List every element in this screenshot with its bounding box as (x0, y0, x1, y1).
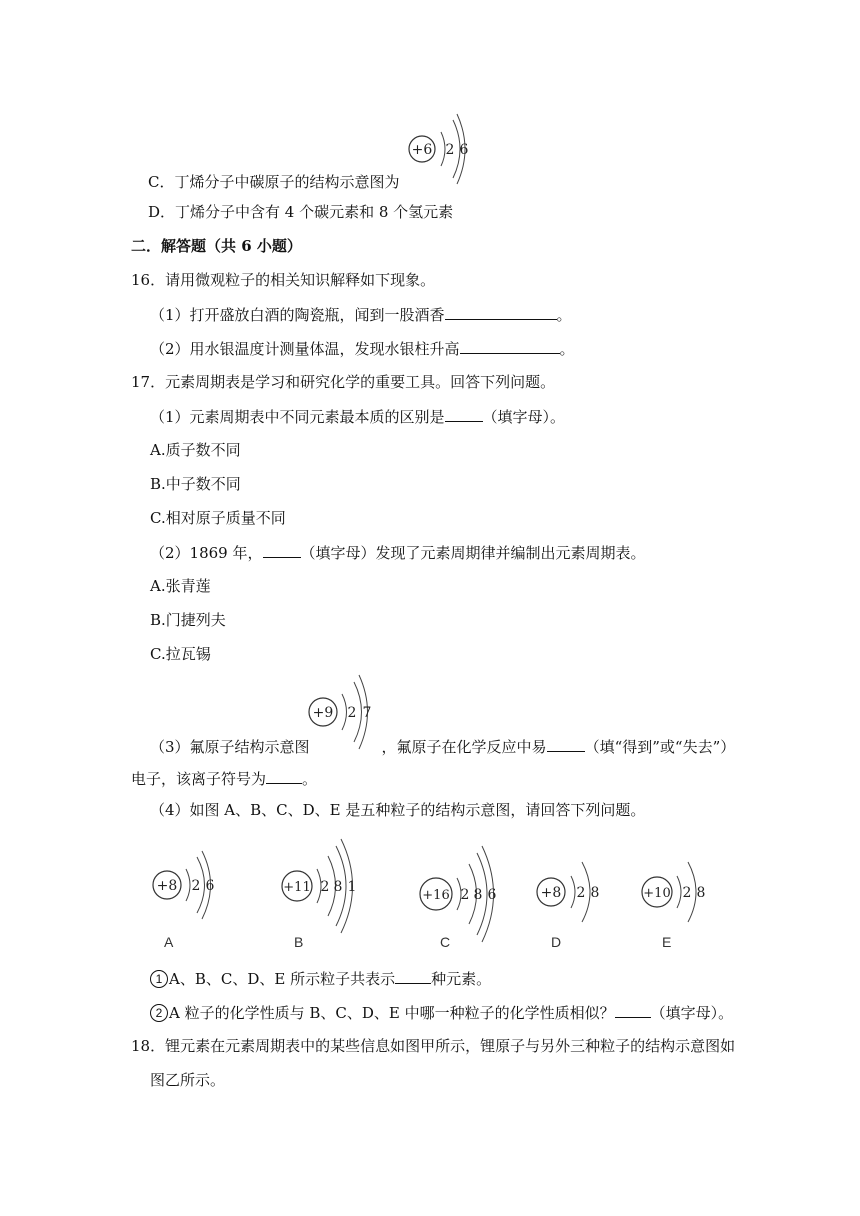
nucleus-charge: +11 (283, 880, 311, 895)
answer-blank[interactable] (460, 338, 560, 354)
shell-electrons: 2 (682, 885, 692, 901)
particle-b-diagram (280, 836, 380, 936)
q17-sub1: 1 A、B、C、D、E 所示粒子共表示 种元素。 (150, 968, 491, 989)
q17-p2-option-c: C.拉瓦锡 (150, 645, 211, 663)
nucleus-charge: +9 (312, 705, 334, 721)
q17-part2: （2）1869 年， （填字母）发现了元素周期律并编制出元素周期表。 (150, 544, 646, 562)
shell-electrons: 6 (459, 142, 469, 158)
particle-e-label: E (662, 934, 672, 950)
shell-electrons: 8 (333, 879, 343, 895)
particle-c-diagram (416, 842, 506, 942)
shell-electrons: 8 (590, 885, 600, 901)
nucleus-charge: +8 (540, 885, 562, 901)
nucleus-charge: +16 (422, 888, 450, 903)
answer-blank[interactable] (445, 304, 557, 320)
q17-p2-option-a: A.张青莲 (150, 577, 211, 595)
shell-electrons: 6 (205, 878, 215, 894)
shell-electrons: 7 (362, 705, 372, 721)
q18-line1: 18．锂元素在元素周期表中的某些信息如图甲所示，锂原子与另外三种粒子的结构示意图如 (131, 1037, 736, 1055)
option-c: C．丁烯分子中碳原子的结构示意图为 (148, 173, 400, 191)
q17-p1-option-a: A.质子数不同 (150, 441, 241, 459)
q17-p1-option-c: C.相对原子质量不同 (150, 509, 286, 527)
particle-c-label: C (440, 934, 451, 950)
nucleus-charge: +8 (156, 878, 178, 894)
q17-part3-cont: 电子，该离子符号为 。 (131, 770, 318, 788)
answer-blank[interactable] (445, 406, 483, 422)
answer-blank[interactable] (263, 542, 301, 558)
answer-blank[interactable] (266, 768, 302, 784)
q17-part4: （4）如图 A、B、C、D、E 是五种粒子的结构示意图，请回答下列问题。 (150, 801, 646, 819)
particle-a-label: A (164, 934, 174, 950)
q16-stem: 16．请用微观粒子的相关知识解释如下现象。 (131, 271, 436, 289)
answer-blank[interactable] (615, 1002, 651, 1018)
answer-blank[interactable] (395, 968, 431, 984)
answer-blank[interactable] (547, 736, 585, 752)
circled-number: 1 (150, 970, 168, 988)
shell-electrons: 2 (191, 878, 201, 894)
q17-p2-option-b: B.门捷列夫 (150, 611, 226, 629)
shell-electrons: 8 (473, 887, 483, 903)
particle-d-label: D (551, 934, 562, 950)
q17-stem: 17．元素周期表是学习和研究化学的重要工具。回答下列问题。 (131, 373, 556, 391)
q17-sub2: 2 A 粒子的化学性质与 B、C、D、E 中哪一种粒子的化学性质相似？ （填字母）。 (150, 1002, 733, 1023)
q17-p1-option-b: B.中子数不同 (150, 475, 241, 493)
carbon-atom-diagram (406, 110, 476, 186)
shell-electrons: 6 (487, 887, 497, 903)
nucleus-charge: +6 (411, 142, 433, 158)
q16-part2: （2）用水银温度计测量体温，发现水银柱升高 。 (150, 340, 575, 358)
q17-part3: （3）氟原子结构示意图 ，氟原子在化学反应中易 （填“得到”或“失去”） (150, 738, 736, 756)
particle-e-diagram (640, 856, 710, 932)
shell-electrons: 2 (320, 879, 330, 895)
particle-b-label: B (294, 934, 304, 950)
shell-electrons: 8 (696, 885, 706, 901)
q18-line2: 图乙所示。 (150, 1071, 226, 1089)
nucleus-charge: +10 (643, 886, 671, 901)
particle-a-diagram (150, 852, 220, 928)
shell-electrons: 2 (460, 887, 470, 903)
shell-electrons: 2 (347, 705, 357, 721)
circled-number: 2 (150, 1004, 168, 1022)
q16-part1: （1）打开盛放白酒的陶瓷瓶，闻到一股酒香 。 (150, 306, 572, 324)
shell-electrons: 1 (347, 879, 357, 895)
shell-electrons: 2 (576, 885, 586, 901)
particle-d-diagram (534, 856, 604, 932)
option-d: D．丁烯分子中含有 4 个碳元素和 8 个氢元素 (148, 203, 454, 221)
shell-electrons: 2 (445, 142, 455, 158)
q17-part1: （1）元素周期表中不同元素最本质的区别是 （填字母）。 (150, 408, 566, 426)
section-heading: 二．解答题（共 6 小题） (131, 237, 302, 255)
